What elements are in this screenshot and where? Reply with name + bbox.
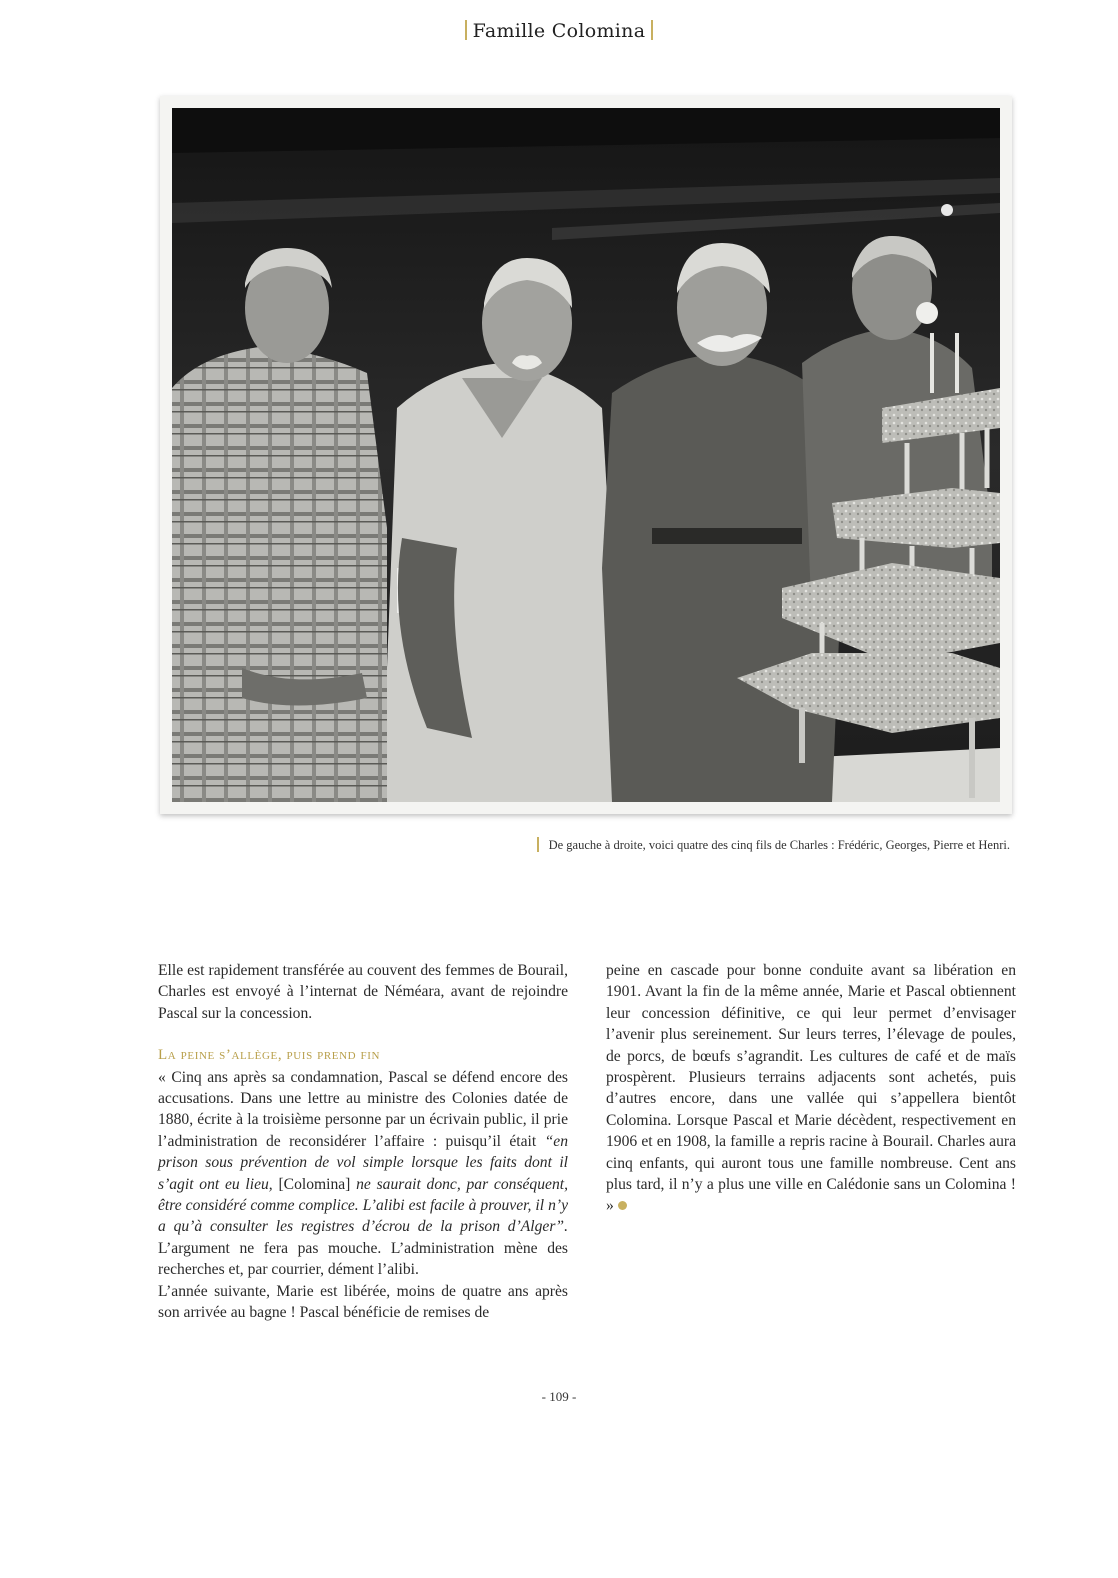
caption-text: De gauche à droite, voici quatre des cinq fils de Charles : Frédéric, Georges, Pierre et Henri. xyxy=(548,838,1010,852)
right-column-text: peine en cascade pour bonne conduite avant sa libération en 1901. Avant la fin de la même année, Marie et Pascal obtiennent leur concession définitive, ce qui leur permet d’envisager l’avenir plus sereinement. Sur leurs terres, l’élevage de poules, de porcs, de bœufs s’agrandit. Les cultures de café et de maïs prospèrent. Plusieurs terrains adjacents sont achetés, puis d’autres encore, dans une vallée qui s’appellera bientôt Colomina. Lorsque Pascal et Marie décèdent, respectivement en 1906 et en 1908, la famille a repris racine à Bourail. Charles aura cinq enfants, qui auront tous une famille nombreuse. Cent ans plus tard, il n’y a plus une ville en Calédonie sans un Colomina ! » xyxy=(606,962,1016,1215)
left-column xyxy=(158,960,568,1324)
section-heading: La peine s’allège, puis prend fin xyxy=(158,1047,381,1064)
para1-part-c: L’argument ne fera pas mouche. L’administration mène des recherches et, par courrier, dément l’alibi. xyxy=(158,1239,568,1279)
header-right-rule xyxy=(651,20,653,40)
right-column xyxy=(606,960,1016,1217)
end-mark-dot xyxy=(618,1201,627,1210)
caption-rule xyxy=(537,837,539,852)
para1-part-b: [Colomina] xyxy=(272,1175,357,1193)
header-title: Famille Colomina xyxy=(472,20,646,42)
body-paragraph-1 xyxy=(158,1067,568,1281)
family-photo xyxy=(172,108,1000,802)
photo-frame xyxy=(160,96,1012,814)
body-paragraph-2: L’année suivante, Marie est libérée, moins de quatre ans après son arrivée au bagne ! Pascal bénéficie de remises de xyxy=(158,1282,568,1322)
body-paragraph-3 xyxy=(606,960,1016,1217)
running-header xyxy=(0,20,1118,42)
para1-quote-1: “en prison sous prévention de vol simple lorsque les faits dont il s’agit ont eu lieu, xyxy=(158,1132,568,1193)
page-number: - 109 - xyxy=(541,1389,577,1404)
photo-caption xyxy=(0,837,1010,853)
header-left-rule xyxy=(465,20,467,40)
para1-part-a: « Cinq ans après sa condamnation, Pascal se défend encore des accusations. Dans une lettre au ministre des Colonies datée de 1880, écrite à la troisième personne par un écrivain public, il prie l’administration de reconsidérer l’affaire : puisqu’il était xyxy=(158,1068,568,1150)
para1-quote-2: ne saurait donc, par conséquent, être considéré comme complice. L’alibi est facile à prouver, il n’y a qu’à consulter les registres d’écrou de la prison d’Alger”. xyxy=(158,1175,568,1236)
photo-illustration xyxy=(172,108,1000,802)
intro-paragraph: Elle est rapidement transférée au couvent des femmes de Bourail, Charles est envoyé à l’internat de Néméara, avant de rejoindre Pascal sur la concession. xyxy=(158,962,568,1022)
